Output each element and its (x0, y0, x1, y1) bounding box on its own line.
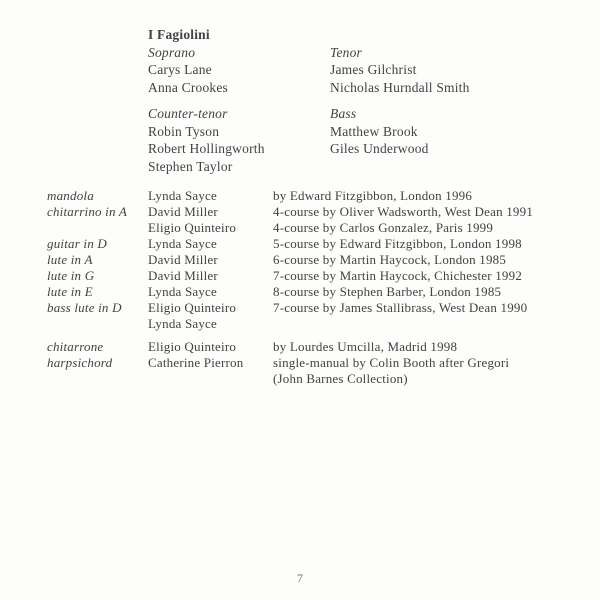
performer-name: Lynda Sayce (148, 188, 217, 203)
instrument-name: chitarrone (47, 339, 104, 354)
instrument-name: guitar in D (47, 236, 107, 251)
table-row (47, 252, 577, 268)
table-row (47, 284, 577, 300)
table-row (47, 236, 577, 252)
performer-name: Robin Tyson (148, 123, 220, 139)
performer-name: Lynda Sayce (148, 236, 217, 251)
instrument-description: 4-course by Oliver Wadsworth, West Dean 1991 (273, 204, 534, 219)
instrument-name (47, 316, 148, 332)
performer-name: Eligio Quinteiro (148, 220, 237, 235)
performer-name: Nicholas Hurndall Smith (330, 79, 470, 95)
ensemble-right-column (330, 44, 470, 158)
instrument-description (273, 316, 577, 332)
instrument-name: chitarrino in A (47, 204, 128, 219)
instrument-name: bass lute in D (47, 300, 122, 315)
table-row (47, 316, 577, 332)
instrument-description: 6-course by Martin Haycock, London 1985 (273, 252, 507, 267)
instrument-name: mandola (47, 188, 94, 203)
instrument-name: harpsichord (47, 355, 113, 370)
instrument-description: 7-course by James Stallibrass, West Dean 1990 (273, 300, 528, 315)
table-row (47, 188, 577, 204)
table-row (47, 355, 577, 371)
voice-label: Tenor (330, 44, 363, 60)
instrument-description: 7-course by Martin Haycock, Chichester 1992 (273, 268, 523, 283)
performer-name: Lynda Sayce (148, 316, 217, 331)
performer-name: Carys Lane (148, 62, 212, 77)
instrument-name: lute in G (47, 268, 95, 283)
performer-name: Lynda Sayce (148, 284, 217, 299)
performer-name: Anna Crookes (148, 79, 229, 95)
performer-name: Matthew Brook (330, 123, 418, 139)
voice-label: Bass (330, 106, 357, 121)
performer-name (148, 371, 273, 387)
table-row (47, 204, 577, 220)
instrument-description: 5-course by Edward Fitzgibbon, London 1998 (273, 236, 522, 251)
performer-name: David Miller (148, 252, 218, 267)
table-row (47, 371, 577, 387)
instrument-description: by Edward Fitzgibbon, London 1996 (273, 188, 473, 203)
instrument-name (47, 220, 148, 236)
performer-name: James Gilchrist (330, 62, 417, 77)
table-row (47, 220, 577, 236)
table-row (47, 300, 577, 316)
performer-name: Eligio Quinteiro (148, 300, 237, 315)
instrument-description: 8-course by Stephen Barber, London 1985 (273, 284, 502, 299)
performer-name: Giles Underwood (330, 141, 429, 156)
table-row (47, 339, 577, 355)
voice-group-counter-tenor (148, 105, 265, 175)
performer-name: Stephen Taylor (148, 158, 233, 174)
voice-group-soprano (148, 44, 265, 97)
ensemble-title: I Fagiolini (148, 27, 210, 42)
instrument-description: (John Barnes Collection) (273, 371, 408, 386)
voice-label: Soprano (148, 44, 196, 60)
performer-name: David Miller (148, 204, 218, 219)
instrument-description: single-manual by Colin Booth after Gregori (273, 355, 510, 370)
performer-name: Catherine Pierron (148, 355, 244, 370)
instrument-description: 4-course by Carlos Gonzalez, Paris 1999 (273, 220, 494, 235)
instrument-name: lute in A (47, 252, 93, 267)
voice-group-tenor (330, 44, 470, 97)
performer-name: Robert Hollingworth (148, 141, 265, 156)
performer-name: Eligio Quinteiro (148, 339, 237, 354)
instrument-name (47, 371, 148, 387)
voice-label: Counter-tenor (148, 106, 228, 121)
page-number: 7 (297, 571, 303, 585)
instruments-table (47, 188, 577, 387)
table-row (47, 268, 577, 284)
voice-group-bass (330, 105, 470, 158)
instrument-name: lute in E (47, 284, 93, 299)
performer-name: David Miller (148, 268, 218, 283)
ensemble-left-column (148, 26, 265, 175)
instrument-description: by Lourdes Umcilla, Madrid 1998 (273, 339, 458, 354)
